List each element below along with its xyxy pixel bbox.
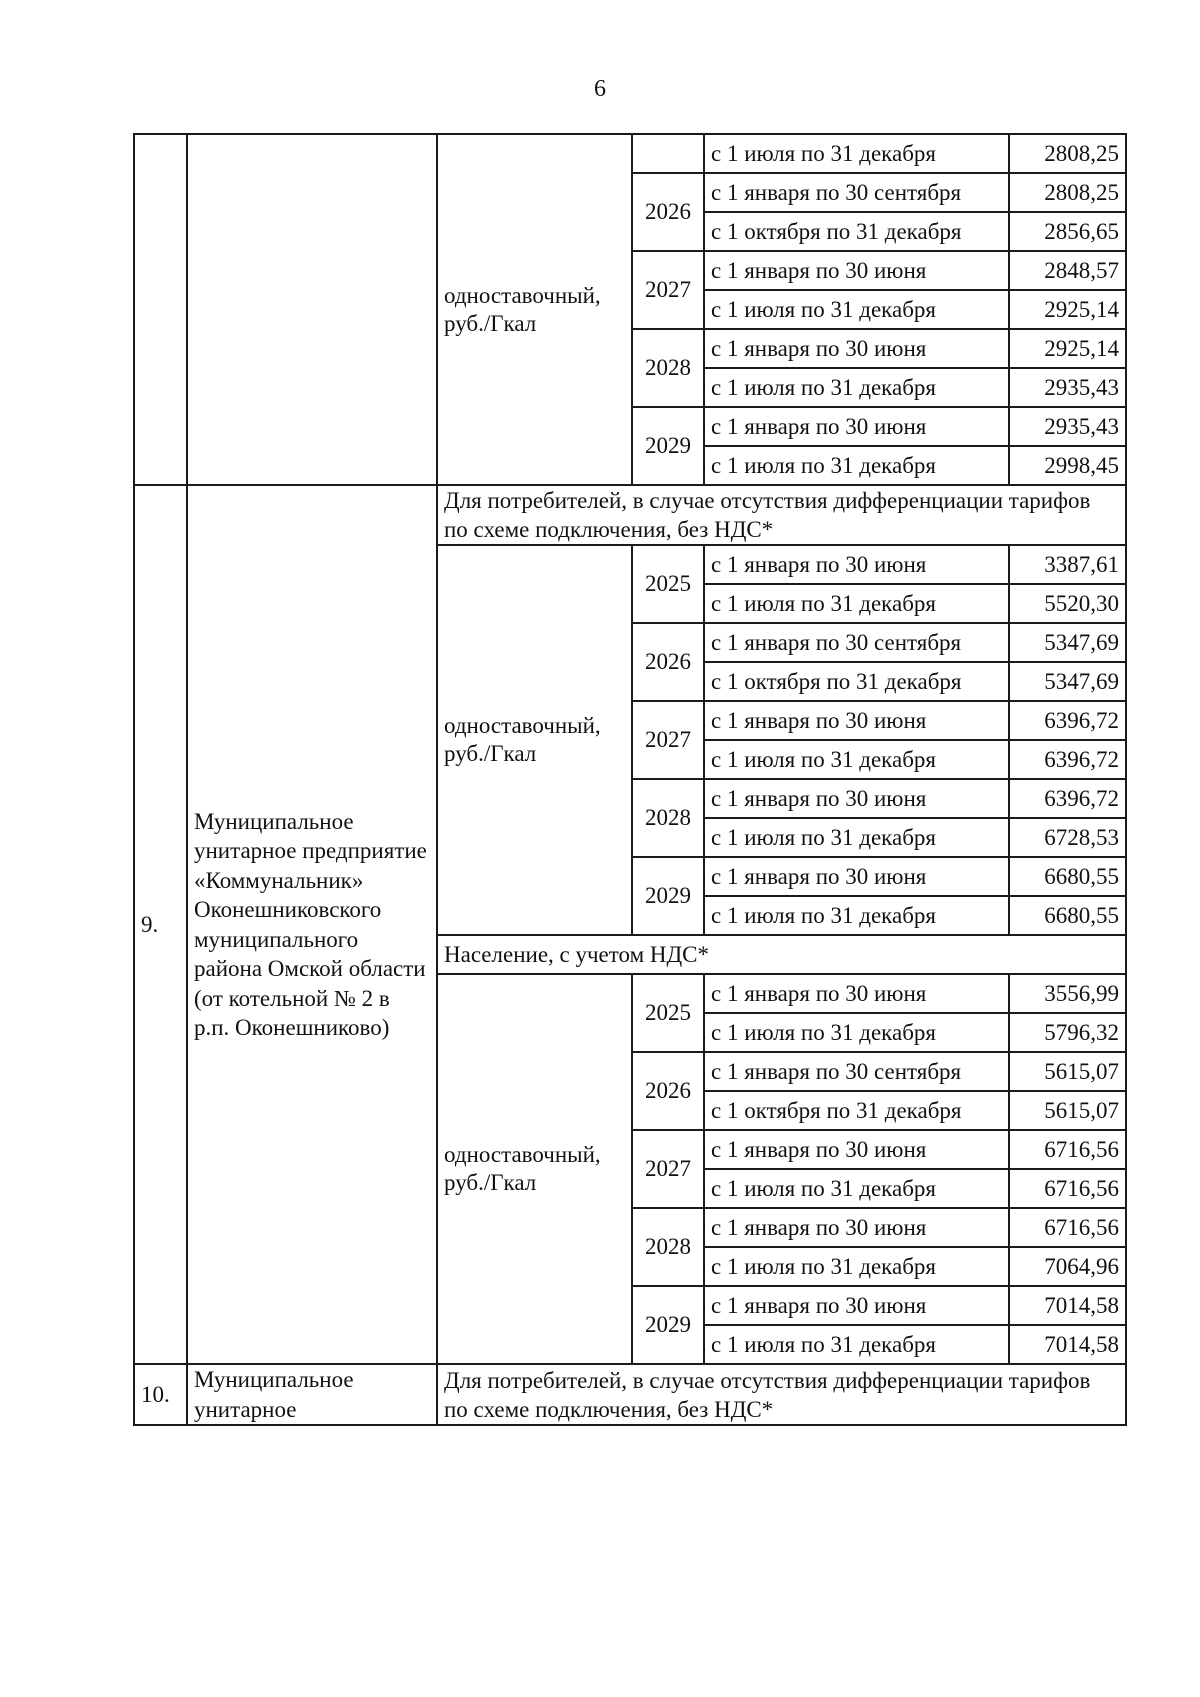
tariff-value: 5347,69 xyxy=(1009,623,1126,662)
period-cell: с 1 июля по 31 декабря xyxy=(704,368,1009,407)
year-cell: 2026 xyxy=(632,1052,704,1130)
tariff-table xyxy=(133,133,1127,1426)
period-cell: с 1 октября по 31 декабря xyxy=(704,1091,1009,1130)
entry-number: 9. xyxy=(134,485,187,1364)
table-row xyxy=(134,485,1126,545)
tariff-value: 6396,72 xyxy=(1009,740,1126,779)
tariff-value: 6680,55 xyxy=(1009,896,1126,935)
table-row xyxy=(134,1364,1126,1425)
period-cell: с 1 января по 30 июня xyxy=(704,974,1009,1013)
tariff-value: 5615,07 xyxy=(1009,1052,1126,1091)
organization-cell xyxy=(187,134,437,485)
year-cell: 2025 xyxy=(632,974,704,1052)
period-cell: с 1 января по 30 сентября xyxy=(704,1052,1009,1091)
tariff-value: 7064,96 xyxy=(1009,1247,1126,1286)
year-cell: 2027 xyxy=(632,251,704,329)
consumer-group-note: Население, с учетом НДС* xyxy=(437,935,1126,974)
tariff-value: 6396,72 xyxy=(1009,779,1126,818)
tariff-value: 3387,61 xyxy=(1009,545,1126,584)
year-cell: 2029 xyxy=(632,857,704,935)
period-cell: с 1 июля по 31 декабря xyxy=(704,446,1009,485)
year-cell: 2027 xyxy=(632,1130,704,1208)
period-cell: с 1 января по 30 сентября xyxy=(704,173,1009,212)
tariff-value: 2808,25 xyxy=(1009,134,1126,173)
period-cell: с 1 января по 30 июня xyxy=(704,1208,1009,1247)
tariff-value: 2808,25 xyxy=(1009,173,1126,212)
period-cell: с 1 января по 30 сентября xyxy=(704,623,1009,662)
year-cell xyxy=(632,134,704,173)
period-cell: с 1 июля по 31 декабря xyxy=(704,740,1009,779)
year-cell: 2028 xyxy=(632,329,704,407)
period-cell: с 1 июля по 31 декабря xyxy=(704,1169,1009,1208)
period-cell: с 1 января по 30 июня xyxy=(704,1130,1009,1169)
period-cell: с 1 июля по 31 декабря xyxy=(704,1013,1009,1052)
period-cell: с 1 января по 30 июня xyxy=(704,779,1009,818)
year-cell: 2027 xyxy=(632,701,704,779)
table-row xyxy=(134,134,1126,173)
rate-type-cell: одноставочный, руб./Гкал xyxy=(437,134,632,485)
year-cell: 2029 xyxy=(632,1286,704,1364)
tariff-value: 5520,30 xyxy=(1009,584,1126,623)
period-cell: с 1 октября по 31 декабря xyxy=(704,212,1009,251)
tariff-value: 2935,43 xyxy=(1009,407,1126,446)
tariff-value: 2848,57 xyxy=(1009,251,1126,290)
period-cell: с 1 июля по 31 декабря xyxy=(704,896,1009,935)
year-cell: 2026 xyxy=(632,623,704,701)
period-cell: с 1 января по 30 июня xyxy=(704,407,1009,446)
tariff-value: 5796,32 xyxy=(1009,1013,1126,1052)
tariff-value: 2856,65 xyxy=(1009,212,1126,251)
period-cell: с 1 июля по 31 декабря xyxy=(704,584,1009,623)
rate-type-cell: одноставочный, руб./Гкал xyxy=(437,974,632,1364)
tariff-value: 2925,14 xyxy=(1009,290,1126,329)
year-cell: 2029 xyxy=(632,407,704,485)
period-cell: с 1 июля по 31 декабря xyxy=(704,134,1009,173)
tariff-value: 6728,53 xyxy=(1009,818,1126,857)
year-cell: 2028 xyxy=(632,1208,704,1286)
organization-name: Муниципальное унитарное xyxy=(187,1364,437,1425)
period-cell: с 1 октября по 31 декабря xyxy=(704,662,1009,701)
period-cell: с 1 июля по 31 декабря xyxy=(704,290,1009,329)
period-cell: с 1 июля по 31 декабря xyxy=(704,1325,1009,1364)
period-cell: с 1 января по 30 июня xyxy=(704,329,1009,368)
period-cell: с 1 января по 30 июня xyxy=(704,857,1009,896)
year-cell: 2026 xyxy=(632,173,704,251)
rate-type-cell: одноставочный, руб./Гкал xyxy=(437,545,632,935)
period-cell: с 1 января по 30 июня xyxy=(704,545,1009,584)
entry-number: 10. xyxy=(134,1364,187,1425)
period-cell: с 1 января по 30 июня xyxy=(704,1286,1009,1325)
tariff-value: 6716,56 xyxy=(1009,1130,1126,1169)
period-cell: с 1 июля по 31 декабря xyxy=(704,1247,1009,1286)
year-cell: 2028 xyxy=(632,779,704,857)
tariff-value: 2998,45 xyxy=(1009,446,1126,485)
period-cell: с 1 июля по 31 декабря xyxy=(704,818,1009,857)
tariff-value: 5615,07 xyxy=(1009,1091,1126,1130)
organization-name: Муниципальное унитарное предприятие «Коммунальник» Оконешниковского муниципального района Омской области (от котельной № 2 в р.п. Оконешниково) xyxy=(187,485,437,1364)
year-cell: 2025 xyxy=(632,545,704,623)
entry-number-cell xyxy=(134,134,187,485)
tariff-value: 7014,58 xyxy=(1009,1286,1126,1325)
tariff-value: 5347,69 xyxy=(1009,662,1126,701)
tariff-value: 7014,58 xyxy=(1009,1325,1126,1364)
consumer-group-note: Для потребителей, в случае отсутствия дифференциации тарифов по схеме подключения, без НДС* xyxy=(437,1364,1126,1425)
period-cell: с 1 января по 30 июня xyxy=(704,251,1009,290)
tariff-value: 3556,99 xyxy=(1009,974,1126,1013)
tariff-value: 6716,56 xyxy=(1009,1208,1126,1247)
consumer-group-note: Для потребителей, в случае отсутствия дифференциации тарифов по схеме подключения, без НДС* xyxy=(437,485,1126,545)
tariff-value: 6396,72 xyxy=(1009,701,1126,740)
tariff-value: 6680,55 xyxy=(1009,857,1126,896)
period-cell: с 1 января по 30 июня xyxy=(704,701,1009,740)
tariff-value: 2935,43 xyxy=(1009,368,1126,407)
tariff-value: 6716,56 xyxy=(1009,1169,1126,1208)
tariff-value: 2925,14 xyxy=(1009,329,1126,368)
page-number: 6 xyxy=(594,76,606,102)
